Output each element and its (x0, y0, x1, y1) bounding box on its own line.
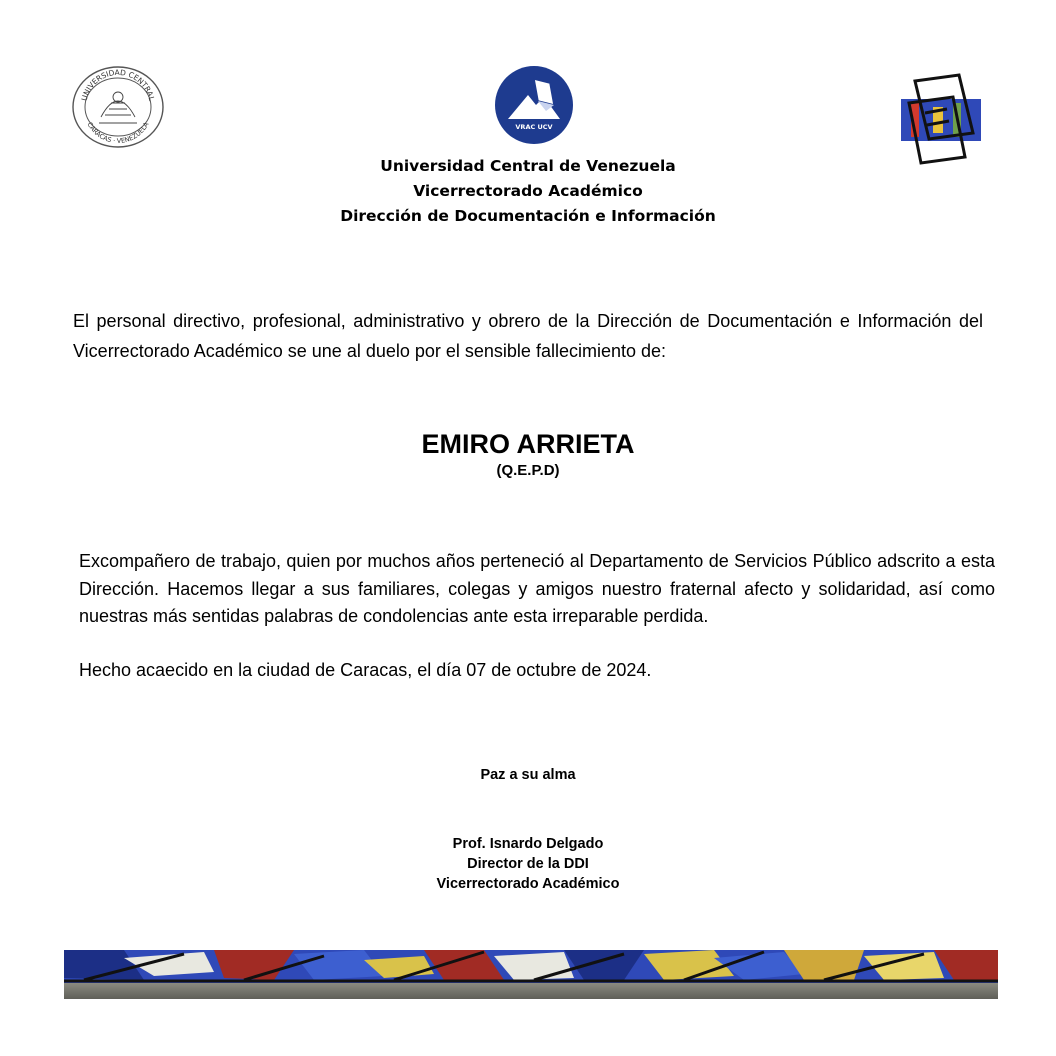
header-vicerrectorado: Vicerrectorado Académico (413, 182, 643, 200)
signature-title: Director de la DDI (467, 856, 589, 872)
seal-ring-bottom-text: CARACAS · VENEZUELA (85, 120, 151, 146)
body-paragraph: Excompañero de trabajo, quien por muchos años perteneció al Departamento de Servicios Público adscrito a esta Dirección. Hacemos llegar a sus familiares, colegas y amigos nuestro fraternal afecto y solidaridad, así como nuestras más sentidas palabras de condolencias ante esta irreparable perdida. (79, 551, 995, 626)
deceased-block (228, 427, 828, 481)
vrac-ucv-logo (494, 65, 574, 145)
signature-name: Prof. Isnardo Delgado (452, 836, 604, 852)
deceased-name: EMIRO ARRIETA (421, 429, 635, 459)
closing-phrase: Paz a su alma (480, 767, 576, 783)
signature-block (328, 834, 728, 894)
date-paragraph: Hecho acaecido en la ciudad de Caracas, el día 07 de octubre de 2024. (79, 660, 652, 680)
seal-ring-top-text: UNIVERSIDAD CENTRAL (79, 67, 157, 102)
rip-abbreviation: (Q.E.P.D) (496, 462, 560, 479)
signature-office: Vicerrectorado Académico (436, 876, 620, 892)
intro-paragraph: El personal directivo, profesional, administrativo y obrero de la Dirección de Documentación e Información del Vicerrectorado Académico se une al duelo por el sensible fallecimiento de: (73, 311, 983, 361)
header-university: Universidad Central de Venezuela (380, 157, 676, 175)
ucv-seal-logo (71, 65, 165, 149)
vrac-logo-text: VRAC UCV (515, 123, 553, 131)
stained-glass-banner (64, 950, 998, 999)
ddi-logo (899, 73, 983, 165)
header-direccion: Dirección de Documentación e Información (340, 207, 716, 225)
institution-header (228, 154, 828, 229)
